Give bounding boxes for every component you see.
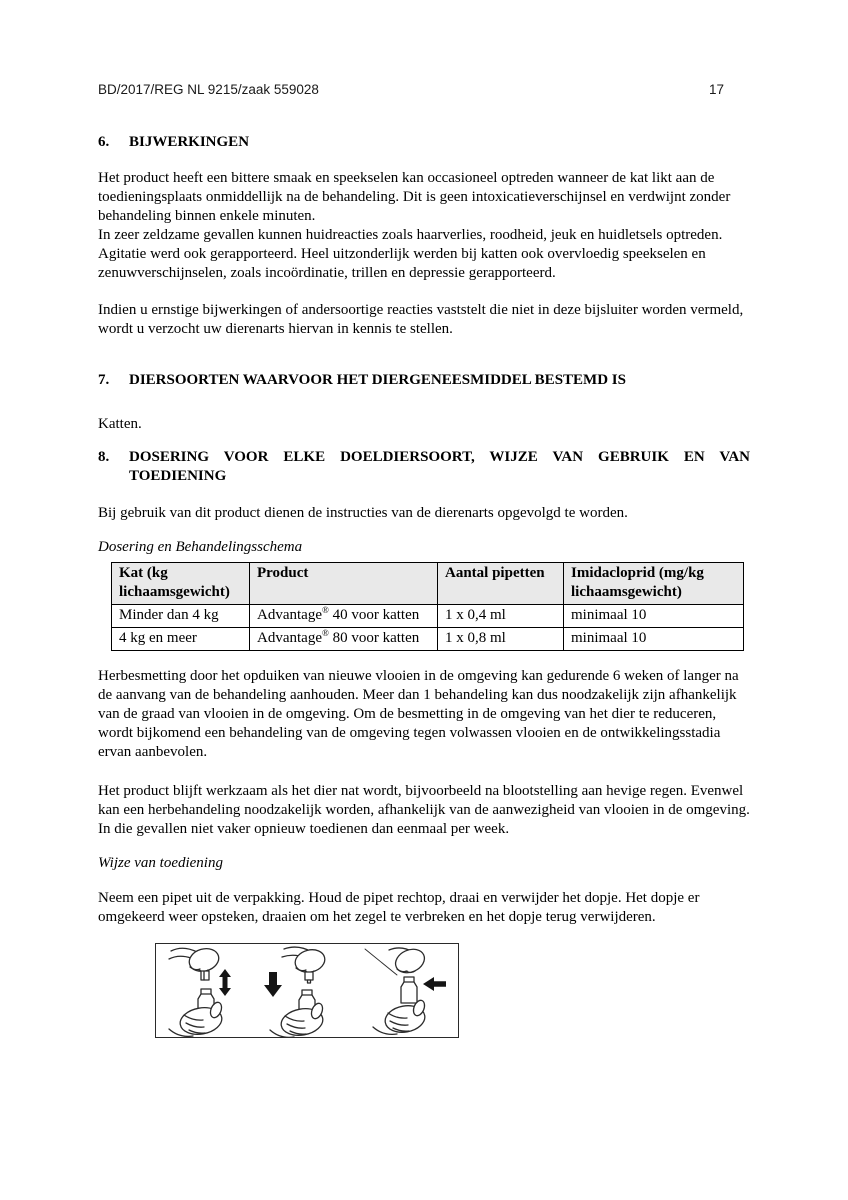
side-effects-paragraph [98,169,750,283]
product-name: Advantage [257,607,322,623]
section-6-heading [98,133,750,152]
dosing-table [111,562,744,651]
paragraph-text: Het product blijft werkzaam als het dier nat wordt, bijvoorbeeld na blootstelling aan hevige regen. Evenwel kan een herbehandeling noodzakelijk worden, afhankelijk van de aanwezigheid van vlooien in de omgeving. [98,783,750,818]
paragraph-text: Herbesmetting door het opduiken van nieuwe vlooien in de omgeving kan gedurende 6 weken of langer na de aanvang van de behandeling aanhouden. Meer dan 1 behandeling kan dus noodzakelijk zijn afhankelijk van de graad van vlooien in de omgeving. Om de besmetting in de omgeving van het dier te reduceren, wordt bijkomend een behandeling van de omgeving tegen volwassen vlooien en de ontwikkelingsstadia ervan aanbevolen. [98,668,739,760]
serious-reactions-paragraph [98,301,750,339]
cell-product [250,628,438,651]
section-7-title: DIERSOORTEN WAARVOOR HET DIERGENEESMIDDEL BESTEMD IS [129,372,626,388]
document-header [98,82,750,97]
pipette-instructions-figure [155,943,459,1038]
registered-trademark-symbol: ® [321,605,329,615]
doc-reference: BD/2017/REG NL 9215/zaak 559028 [98,82,319,97]
section-6-number: 6. [98,134,110,150]
table-header-weight: Kat (kg lichaamsgewicht) [112,563,250,605]
cell-weight: 4 kg en meer [112,628,250,651]
table-header-row [112,563,744,605]
table-row [112,605,744,628]
section-8-number: 8. [98,449,110,465]
pipette-instruction-paragraph [98,889,750,927]
table-header-imidacloprid: Imidacloprid (mg/kg lichaamsgewicht) [564,563,744,605]
cell-product [250,605,438,628]
dosage-intro-paragraph [98,504,750,523]
dosing-schedule-caption: Dosering en Behandelingsschema [98,539,303,555]
section-6-title: BIJWERKINGEN [129,134,250,150]
paragraph-text: In die gevallen niet vaker opnieuw toedienen dan eenmaal per week. [98,821,510,837]
reinfestation-paragraph [98,667,750,762]
paragraph-text: In zeer zeldzame gevallen kunnen huidreacties zoals haarverlies, roodheid, jeuk en huidletsels optreden. Agitatie werd ook gerapporteerd. Heel uitzonderlijk werden bij katten ook overvloedig speekselen en zenuwverschijnselen, zoals incoördinatie, trillen en depressie gerapporteerd. [98,227,723,281]
section-7-heading [98,371,750,390]
section-7-number: 7. [98,372,110,388]
product-name-rest: 80 voor katten [328,630,420,646]
table-row [112,628,744,651]
paragraph-text: Katten. [98,416,142,432]
pipette-illustration-svg [156,944,458,1037]
paragraph-text: Neem een pipet uit de verpakking. Houd de pipet rechtop, draai en verwijder het dopje. Het dopje er omgekeerd weer opsteken, draaien om het zegel te verbreken en het dopje terug verwijderen. [98,890,700,925]
figure-panel-twist-cap [365,945,446,1035]
water-resistance-paragraph [98,782,750,839]
table-header-pipettes: Aantal pipetten [438,563,564,605]
figure-panel-invert-cap [264,947,327,1037]
cell-weight: Minder dan 4 kg [112,605,250,628]
target-species-paragraph [98,415,750,434]
section-8-title-line2: TOEDIENING [129,468,227,484]
cell-pipettes: 1 x 0,8 ml [438,628,564,651]
table-header-product: Product [250,563,438,605]
paragraph-text: Het product heeft een bittere smaak en speekselen kan occasioneel optreden wanneer de kat likt aan de toedieningsplaats onmiddellijk na de behandeling. Dit is geen intoxicatieverschijnsel en verdwijnt zonder behandeling binnen enkele minuten. [98,170,731,224]
product-name: Advantage [257,630,322,646]
cell-pipettes: 1 x 0,4 ml [438,605,564,628]
figure-panel-remove-cap [169,945,231,1037]
page-number: 17 [708,82,724,97]
paragraph-text: Bij gebruik van dit product dienen de instructies van de dierenarts opgevolgd te worden. [98,505,628,521]
product-name-rest: 40 voor katten [328,607,420,623]
administration-method-caption: Wijze van toediening [98,855,223,871]
section-8-title-line1: DOSERING VOOR ELKE DOELDIERSOORT, WIJZE VAN GEBRUIK EN VAN [129,449,750,465]
registered-trademark-symbol: ® [321,628,329,638]
section-8-heading [98,448,750,486]
cell-dose: minimaal 10 [564,628,744,651]
paragraph-text: Indien u ernstige bijwerkingen of andersoortige reacties vaststelt die niet in deze bijsluiter worden vermeld, wordt u verzocht uw dierenarts hiervan in kennis te stellen. [98,302,744,337]
cell-dose: minimaal 10 [564,605,744,628]
